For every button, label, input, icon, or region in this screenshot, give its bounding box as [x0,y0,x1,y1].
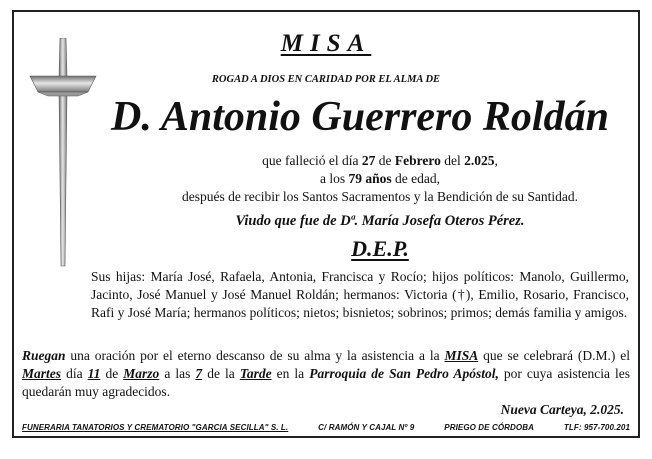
intro-line: ROGAD A DIOS EN CARIDAD POR EL ALMA DE [211,74,441,85]
death-details [150,152,610,206]
funeral-home-footer [22,423,630,432]
footer-phone: TLF: 957-700.201 [563,423,630,432]
place-date: Nueva Carteya, 2.025. [500,402,624,417]
age-line: a los 79 años de edad, [320,171,440,186]
cross-icon [28,38,98,268]
mass-request-paragraph: Ruegan una oración por el eterno descanso de su alma y la asistencia a la MISA que se celebrará (D.M.) el Martes día 11 de Marzo a las 7 de la Tarde en la Parroquia de San Pedro Apóstol, por cuya asistencia les quedarán muy agradecidos. [22,348,630,399]
footer-address: C/ RAMÓN Y CAJAL Nº 9 [318,423,415,432]
widower-line: Viudo que fue de Dª. María Josefa Oteros Pérez. [235,213,525,229]
deceased-name: D. Antonio Guerrero Roldán [111,94,609,140]
mass-heading: MISA [280,30,372,57]
death-date-line: que falleció el día 27 de Febrero del 2.025, [262,153,498,168]
footer-company: FUNERARIA TANATORIOS Y CREMATORIO "GARCIA SECILLA" S. L. [22,423,289,432]
sacraments-line: después de recibir los Santos Sacramentos y la Bendición de su Santidad. [182,189,578,204]
family-paragraph: Sus hijas: María José, Rafaela, Antonia, Francisca y Rocío; hijos políticos: Manolo, Guillermo, Jacinto, José Manuel y José Manuel Roldán; hermanos: Victoria (†), Emilio, Rosario, Francisco, Rafi y José María; hermanos políticos; nietos; bisnietos; sobrinos; primos; demás familia y amigos. [91,269,629,320]
footer-city: PRIEGO DE CÓRDOBA [444,423,534,432]
dep-heading: D.E.P. [351,236,409,261]
